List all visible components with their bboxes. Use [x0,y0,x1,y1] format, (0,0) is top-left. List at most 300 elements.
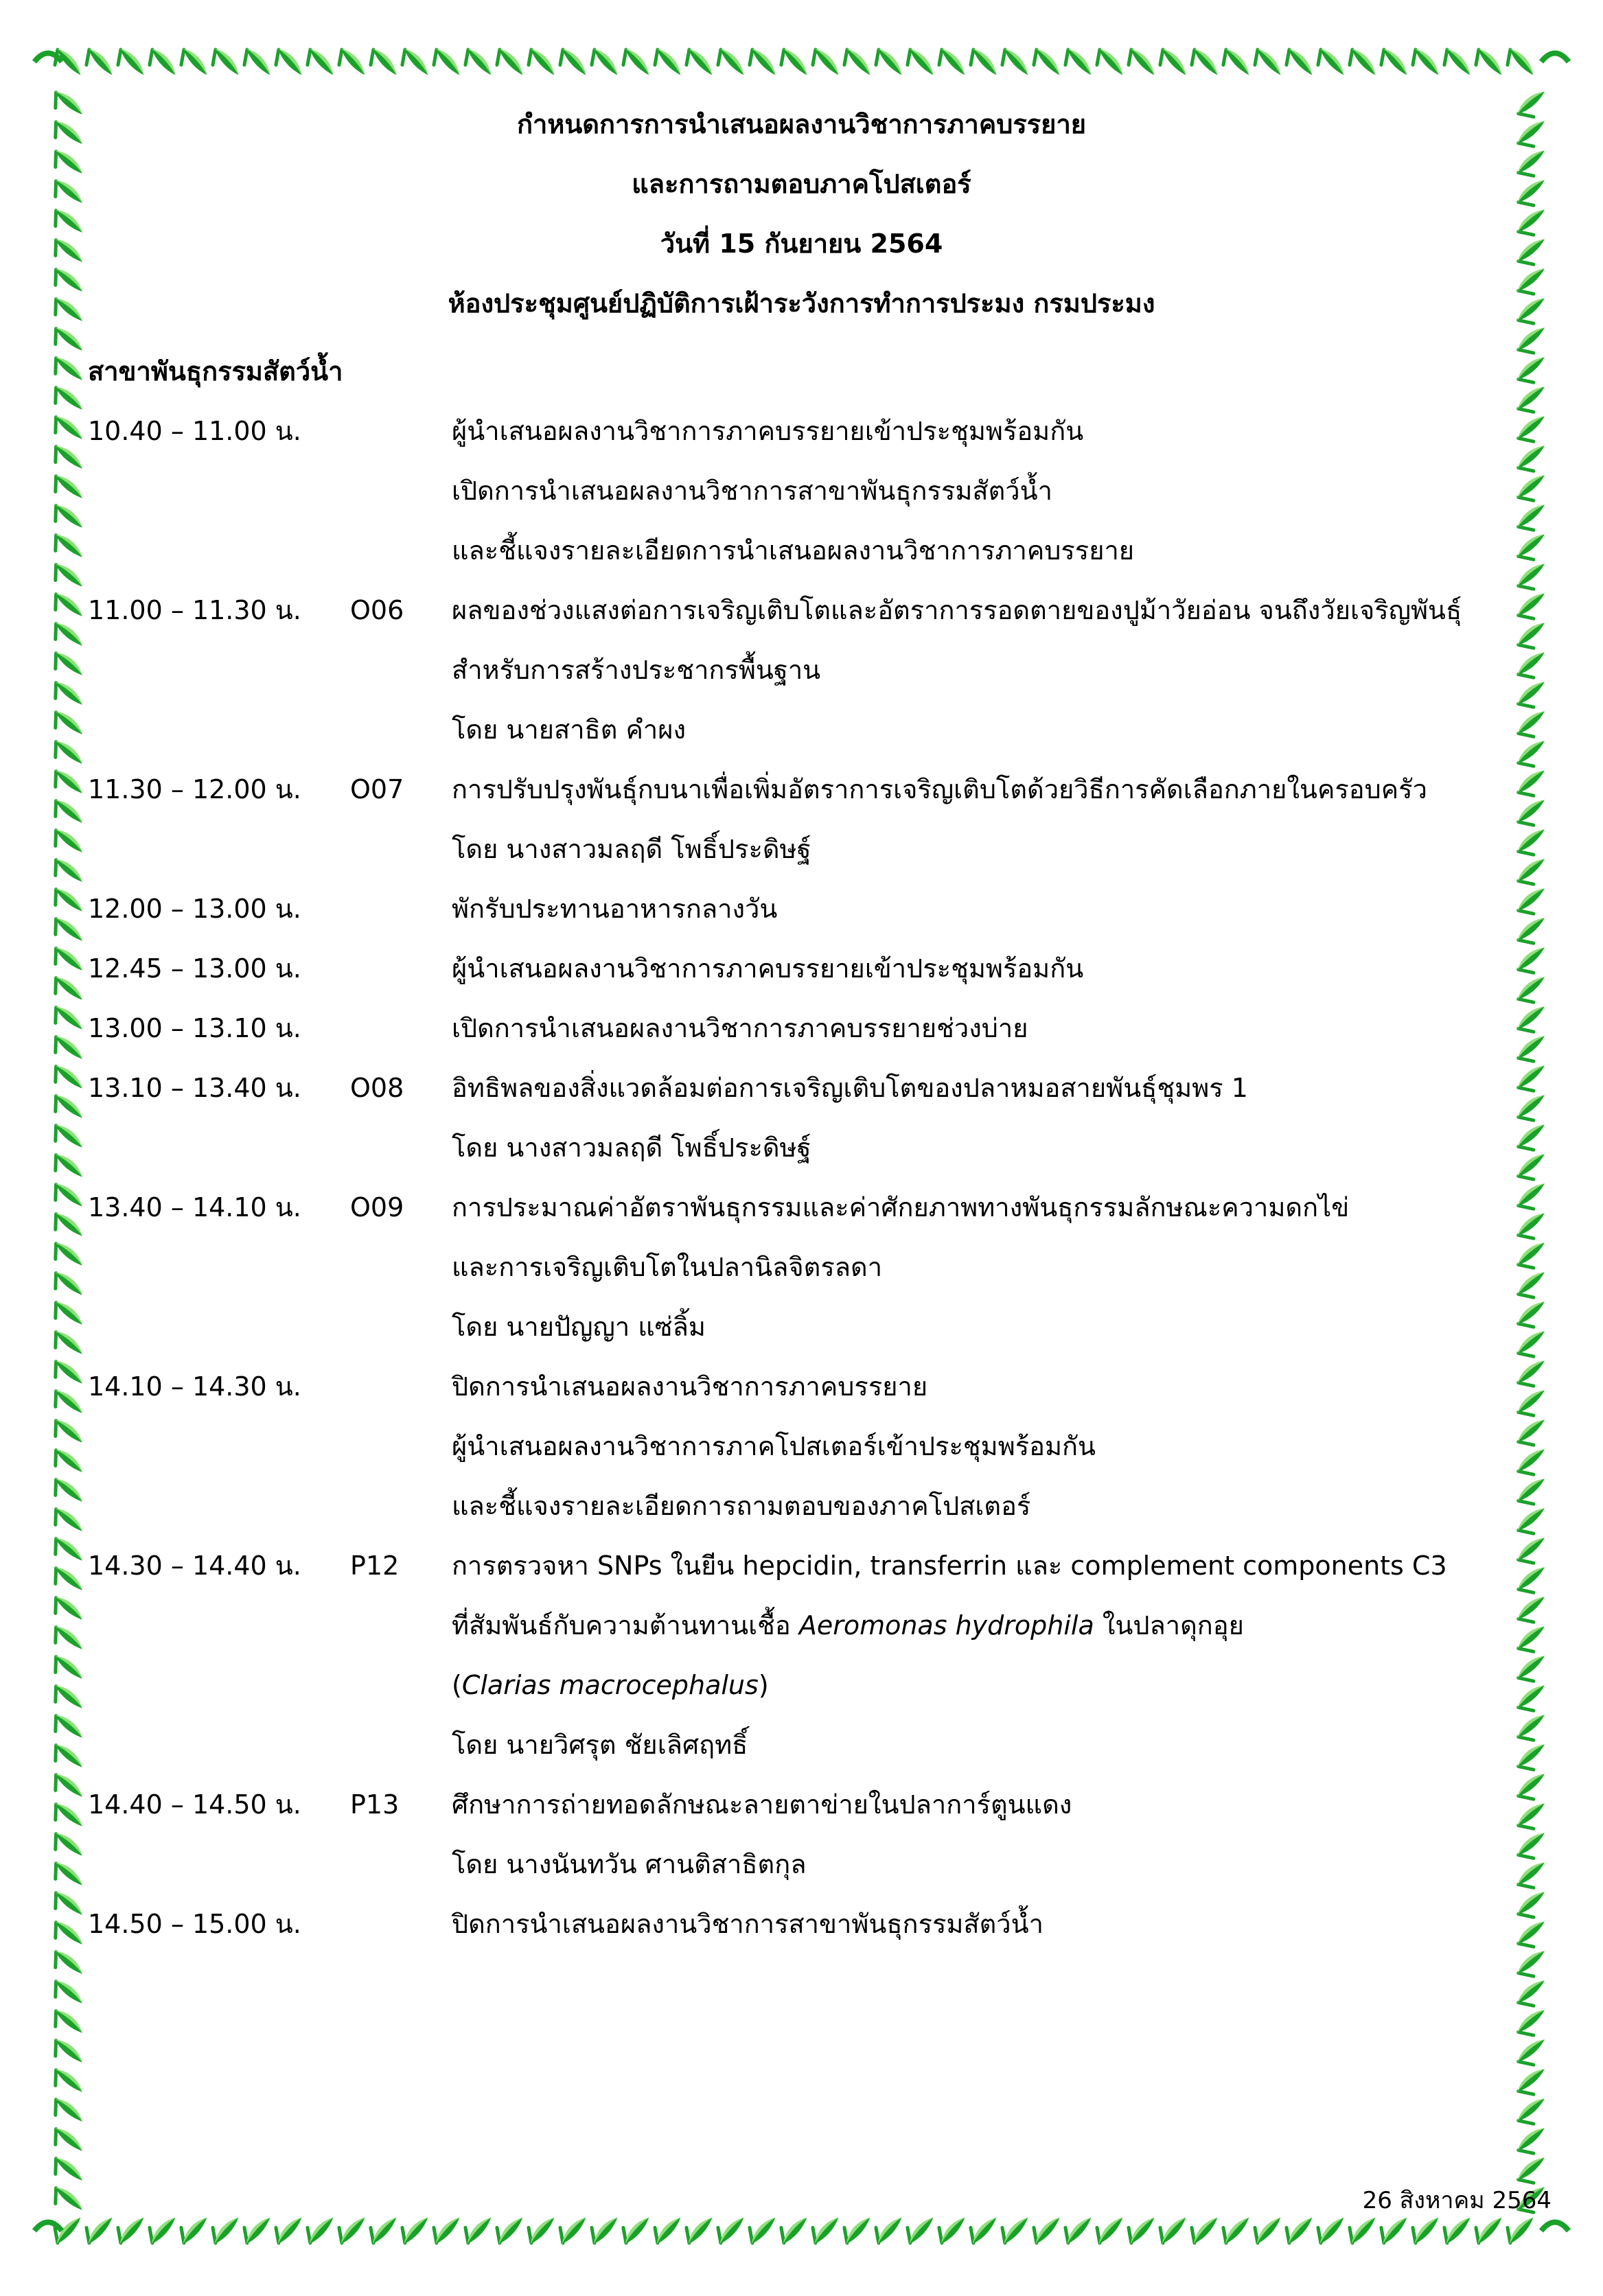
leaf-icon [1514,1327,1553,1363]
leaf-icon [1058,45,1095,83]
schedule-text: โดย นางสาวมลฤดี โพธิ์ประดิษฐ์ [452,1133,811,1163]
schedule-text: เปิดการนำเสนอผลงานวิชาการสาขาพันธุกรรมสัตว์น้ำ [452,476,1052,506]
leaf-icon [868,45,906,83]
schedule-line [88,879,1502,939]
leaf-icon [1153,45,1190,83]
leaf-icon [47,1622,87,1658]
leaf-icon [47,1504,87,1540]
leaf-icon [521,45,558,83]
schedule-list [88,402,1502,1954]
schedule-line [88,1536,1502,1596]
leaf-icon [1514,1770,1553,1806]
leaf-icon [47,1947,87,1983]
schedule-time: 14.10 – 14.30 น. [88,1371,301,1402]
leaf-icon [458,2210,494,2247]
leaf-icon [47,1356,87,1393]
schedule-line [88,521,1502,581]
leaf-icon [932,2210,967,2247]
leaf-icon [426,2210,462,2247]
leaf-icon [47,412,87,448]
leaf-icon [1514,589,1553,625]
leaf-icon [47,1002,87,1039]
leaf-icon [553,45,590,83]
header-title: กำหนดการการนำเสนอผลงานวิชาการภาคบรรยาย [516,109,1087,139]
schedule-row [88,402,1502,581]
leaf-icon [237,2210,273,2247]
schedule-text: โดย นางสาวมลฤดี โพธิ์ประดิษฐ์ [452,834,811,864]
leaf-icon [584,45,621,83]
leaf-icon [1514,943,1553,979]
leaf-icon [1514,1592,1553,1629]
leaf-icon [1514,1947,1553,1983]
leaf-icon [47,677,87,714]
leaf-icon [47,1032,87,1068]
schedule-line [88,1775,1502,1835]
schedule-line [88,1835,1502,1894]
leaf-icon [774,2210,809,2247]
leaf-icon [111,2210,146,2247]
leaf-icon [1514,1829,1553,1865]
leaf-icon [1514,973,1553,1009]
leaf-icon [1279,45,1316,83]
leaf-icon [1216,2210,1252,2247]
leaf-icon [395,2210,430,2247]
leaf-icon [47,648,87,684]
leaf-icon [1514,766,1553,802]
schedule-text: (Clarias macrocephalus) [452,1670,769,1700]
leaf-icon [205,2210,241,2247]
leaf-icon [47,530,87,566]
leaf-icon [1514,1238,1553,1275]
leaf-icon [47,855,87,891]
schedule-line [88,1596,1502,1656]
leaf-icon [1514,677,1553,714]
schedule-line [88,1178,1502,1238]
schedule-row [88,581,1502,760]
leaf-icon [1514,737,1553,773]
leaf-icon [1514,618,1553,655]
leaf-icon [1514,1858,1553,1894]
schedule-text: พักรับประทานอาหารกลางวัน [452,894,778,924]
leaf-icon [1514,1386,1553,1422]
leaf-icon [1514,1120,1553,1157]
leaf-icon [932,45,969,83]
leaf-icon [268,2210,304,2247]
leaf-icon [47,441,87,478]
leaf-icon [1514,1445,1553,1481]
leaf-icon [1514,648,1553,684]
leaf-icon [837,45,874,83]
leaf-icon [1514,1209,1553,1245]
leaf-icon [1514,1091,1553,1127]
leaf-icon [900,2210,936,2247]
leaf-icon [47,914,87,950]
leaf-icon [1342,45,1379,83]
leaf-icon [1514,1297,1553,1334]
leaf-icon [1514,2035,1553,2072]
leaf-icon [1514,2065,1553,2101]
schedule-time: 14.40 – 14.50 น. [88,1789,301,1820]
leaf-icon [47,707,87,743]
leaf-icon [47,1179,87,1216]
schedule-line [88,581,1502,640]
schedule-row [88,1357,1502,1536]
leaf-icon [47,2035,87,2072]
leaf-icon [963,2210,999,2247]
leaf-icon [1514,530,1553,566]
leaf-icon [1437,45,1474,83]
leaf-icon [47,1091,87,1127]
leaf-icon [1514,412,1553,448]
schedule-time: 11.00 – 11.30 น. [88,595,301,625]
schedule-time: 13.40 – 14.10 น. [88,1192,301,1222]
leaf-icon [1514,1061,1553,1098]
schedule-text: ที่สัมพันธ์กับความต้านทานเชื้อ Aeromonas hydrophila ในปลาดุกอุย [452,1610,1244,1640]
leaf-icon [47,1386,87,1422]
leaf-icon [1279,2210,1315,2247]
leaf-icon [47,884,87,920]
schedule-row [88,999,1502,1058]
leaf-icon [47,1917,87,1953]
schedule-line [88,1476,1502,1536]
leaf-icon [47,1474,87,1511]
schedule-text: โดย นางนันทวัน ศานติสาธิตกุล [452,1849,807,1879]
leaf-icon [47,1829,87,1865]
schedule-line [88,1417,1502,1476]
leaf-icon [521,2210,557,2247]
leaf-icon [47,943,87,979]
leaf-icon [616,2210,651,2247]
leaf-icon [1514,1504,1553,1540]
schedule-time: 10.40 – 11.00 น. [88,416,301,446]
leaf-icon [47,382,87,419]
leaf-icon [1121,2210,1157,2247]
leaf-icon [47,737,87,773]
schedule-time: 13.10 – 13.40 น. [88,1073,301,1103]
leaf-icon [679,45,716,83]
schedule-row [88,1536,1502,1775]
leaf-icon [79,45,116,83]
leaf-icon [47,1268,87,1304]
leaf-icon [584,2210,620,2247]
leaf-icon [1514,2094,1553,2131]
schedule-text: ผลของช่วงแสงต่อการเจริญเติบโตและอัตราการรอดตายของปูม้าวัยอ่อน จนถึงวัยเจริญพันธุ์ [452,595,1462,625]
schedule-row [88,1178,1502,1357]
schedule-text: การประมาณค่าอัตราพันธุกรรมและค่าศักยภาพทางพันธุกรรมลักษณะความดกไข่ [452,1192,1350,1222]
schedule-row [88,760,1502,879]
leaf-icon [1514,559,1553,596]
leaf-icon [1514,1888,1553,1924]
leaf-icon [711,2210,746,2247]
leaf-icon [995,2210,1030,2247]
leaf-icon [47,2124,87,2160]
leaf-icon [1514,1799,1553,1835]
leaf-icon [1026,45,1063,83]
leaf-icon [47,589,87,625]
leaf-icon [332,2210,367,2247]
leaf-icon [742,45,779,83]
leaf-icon [268,45,305,83]
leaf-icon [332,45,369,83]
schedule-time: 12.45 – 13.00 น. [88,953,301,984]
leaf-icon [142,45,179,83]
leaf-icon [363,45,400,83]
schedule-line [88,461,1502,521]
leaf-icon [47,2183,87,2219]
header-date: วันที่ 15 กันยายน 2564 [660,229,943,259]
schedule-text: ปิดการนำเสนอผลงานวิชาการสาขาพันธุกรรมสัตว์น้ำ [452,1909,1043,1939]
leaf-icon [47,1592,87,1629]
schedule-text: สำหรับการสร้างประชากรพื้นฐาน [452,655,821,685]
leaf-icon [1247,45,1284,83]
leaf-icon [395,45,432,83]
leaf-icon [1514,796,1553,832]
schedule-line [88,820,1502,879]
leaf-icon [47,1061,87,1098]
leaf-icon [47,1888,87,1924]
leaf-icon [1405,45,1442,83]
leaf-icon [458,45,495,83]
schedule-text: ศึกษาการถ่ายทอดลักษณะลายตาข่ายในปลาการ์ตูนแดง [452,1789,1072,1820]
leaf-icon [142,2210,178,2247]
leaf-icon [47,825,87,861]
leaf-icon [47,1563,87,1599]
leaf-icon [47,1799,87,1835]
leaf-icon [47,1976,87,2013]
presentation-code: O06 [350,595,404,625]
schedule-line [88,640,1502,700]
leaf-icon [426,45,463,83]
corner-swirl-icon [1541,54,1569,62]
leaf-icon [1514,884,1553,920]
schedule-text: การตรวจหา SNPs ในยีน hepcidin, transferrin และ complement components C3 [452,1551,1447,1581]
leaf-icon [1514,1356,1553,1393]
leaf-icon [111,45,148,83]
leaf-icon [1216,45,1253,83]
leaf-icon [1514,2124,1553,2160]
leaf-icon [47,973,87,1009]
leaf-icon [1514,1150,1553,1186]
schedule-time: 13.00 – 13.10 น. [88,1013,301,1043]
leaf-icon [237,45,274,83]
leaf-icon [47,1740,87,1776]
leaf-icon [1311,2210,1346,2247]
leaf-icon [1514,1002,1553,1039]
schedule-time: 12.00 – 13.00 น. [88,894,301,924]
schedule-line [88,760,1502,820]
leaf-icon [1514,382,1553,419]
schedule-line [88,1357,1502,1417]
leaf-icon [1514,441,1553,478]
leaf-icon [1514,1415,1553,1452]
document-header [0,95,1603,334]
schedule-text: ปิดการนำเสนอผลงานวิชาการภาคบรรยาย [452,1371,928,1402]
leaf-icon [711,45,748,83]
leaf-icon [1514,1681,1553,1717]
presentation-code: O08 [350,1073,404,1103]
leaf-icon [647,45,684,83]
schedule-line [88,1058,1502,1118]
leaf-icon [47,796,87,832]
leaf-icon [47,1681,87,1717]
schedule-line [88,402,1502,461]
leaf-icon [1514,914,1553,950]
schedule-text: โดย นายวิศรุต ชัยเลิศฤทธิ์ [452,1730,748,1760]
leaf-icon [1514,500,1553,537]
leaf-icon [805,45,842,83]
leaf-icon [1514,1917,1553,1953]
leaf-icon [1514,1032,1553,1068]
corner-swirl-icon [34,54,62,62]
leaf-icon [205,45,242,83]
leaf-icon [47,1711,87,1747]
leaf-icon [616,45,653,83]
leaf-icon [1058,2210,1094,2247]
leaf-icon [47,1651,87,1688]
leaf-icon [47,1297,87,1334]
leaf-icon [1500,45,1537,83]
leaf-icon [679,2210,715,2247]
leaf-icon [963,45,1000,83]
schedule-text: ผู้นำเสนอผลงานวิชาการภาคโปสเตอร์เข้าประชุมพร้อมกัน [452,1431,1096,1461]
leaf-icon [647,2210,683,2247]
schedule-line [88,1297,1502,1357]
leaf-icon [174,45,211,83]
schedule-line [88,700,1502,760]
schedule-row [88,1894,1502,1954]
section-title: สาขาพันธุกรรมสัตว์น้ำ [88,356,343,386]
leaf-icon [1514,1622,1553,1658]
leaf-icon [1184,2210,1220,2247]
corner-swirl-icon [34,2223,62,2231]
schedule-text: และชี้แจงรายละเอียดการถามตอบของภาคโปสเตอร์ [452,1491,1031,1521]
schedule-text: ผู้นำเสนอผลงานวิชาการภาคบรรยายเข้าประชุมพร้อมกัน [452,416,1084,446]
leaf-icon [300,45,337,83]
leaf-icon [1311,45,1348,83]
leaf-icon [1514,855,1553,891]
leaf-icon [1514,1474,1553,1511]
leaf-icon [489,45,527,83]
presentation-code: O09 [350,1192,404,1222]
leaf-icon [1089,2210,1125,2247]
leaf-icon [300,2210,336,2247]
leaf-icon [1514,353,1553,389]
leaf-icon [47,45,84,83]
leaf-icon [47,500,87,537]
leaf-icon [47,766,87,802]
leaf-icon [47,2153,87,2190]
leaf-icon [47,1120,87,1157]
header-venue: ห้องประชุมศูนย์ปฏิบัติการเฝ้าระวังการทำการประมง กรมประมง [448,288,1155,318]
presentation-code: P12 [350,1551,400,1581]
schedule-row [88,1775,1502,1894]
leaf-icon [1026,2210,1062,2247]
schedule-line [88,1118,1502,1178]
leaf-icon [1514,1179,1553,1216]
schedule-line [88,1715,1502,1775]
schedule-row [88,939,1502,999]
leaf-icon [1514,825,1553,861]
schedule-line [88,1656,1502,1715]
header-subtitle: และการถามตอบภาคโปสเตอร์ [632,169,971,199]
leaf-icon [47,2065,87,2101]
schedule-text: ผู้นำเสนอผลงานวิชาการภาคบรรยายเข้าประชุมพร้อมกัน [452,953,1084,984]
schedule-text: และการเจริญเติบโตในปลานิลจิตรลดา [452,1252,883,1282]
schedule-text: และชี้แจงรายละเอียดการนำเสนอผลงานวิชาการภาคบรรยาย [452,535,1135,566]
leaf-icon [1184,45,1221,83]
schedule-text: โดย นายปัญญา แซ่ลิ้ม [452,1312,706,1342]
leaf-icon [1514,1740,1553,1776]
leaf-icon [1514,1651,1553,1688]
leaf-icon [868,2210,904,2247]
leaf-icon [837,2210,873,2247]
leaf-icon [995,45,1032,83]
leaf-icon [1514,1533,1553,1570]
leaf-icon [1374,45,1411,83]
leaf-icon [1514,2006,1553,2042]
footer-date: 26 สิงหาคม 2564 [1362,2187,1552,2214]
leaf-icon [553,2210,588,2247]
leaf-icon [1153,2210,1188,2247]
leaf-icon [900,45,937,83]
leaf-icon [1514,1268,1553,1304]
schedule-row [88,1058,1502,1178]
leaf-icon [79,2210,115,2247]
presentation-code: P13 [350,1789,400,1820]
leaf-icon [174,2210,209,2247]
schedule-text: เปิดการนำเสนอผลงานวิชาการภาคบรรยายช่วงบ่าย [452,1013,1028,1043]
leaf-icon [1514,1711,1553,1747]
leaf-icon [1121,45,1158,83]
leaf-icon [1514,707,1553,743]
schedule-row [88,879,1502,939]
leaf-icon [47,559,87,596]
leaf-icon [47,471,87,507]
leaf-icon [1089,45,1127,83]
leaf-icon [47,1858,87,1894]
schedule-line [88,1238,1502,1297]
leaf-icon [47,1533,87,1570]
leaf-icon [363,2210,399,2247]
schedule-time: 14.50 – 15.00 น. [88,1909,301,1939]
schedule-text: โดย นายสาธิต คำผง [452,715,687,745]
leaf-icon [47,1770,87,1806]
leaf-icon [1468,45,1506,83]
leaf-icon [47,1150,87,1186]
leaf-icon [805,2210,841,2247]
leaf-icon [1514,471,1553,507]
schedule-line [88,939,1502,999]
schedule-text: การปรับปรุงพันธุ์กบนาเพื่อเพิ่มอัตราการเจริญเติบโตด้วยวิธีการคัดเลือกภายในครอบครัว [452,774,1427,804]
leaf-icon [47,1415,87,1452]
schedule-text: อิทธิพลของสิ่งแวดล้อมต่อการเจริญเติบโตของปลาหมอสายพันธุ์ชุมพร 1 [452,1073,1248,1103]
schedule-time: 14.30 – 14.40 น. [88,1551,301,1581]
leaf-icon [47,2006,87,2042]
leaf-icon [47,1327,87,1363]
schedule-time: 11.30 – 12.00 น. [88,774,301,804]
leaf-icon [47,353,87,389]
leaf-icon [47,2094,87,2131]
leaf-icon [47,2210,83,2247]
leaf-icon [489,2210,525,2247]
schedule-line [88,1894,1502,1954]
leaf-icon [1514,1563,1553,1599]
leaf-icon [47,1445,87,1481]
leaf-icon [774,45,811,83]
schedule-line [88,999,1502,1058]
leaf-icon [47,618,87,655]
leaf-icon [1247,2210,1283,2247]
